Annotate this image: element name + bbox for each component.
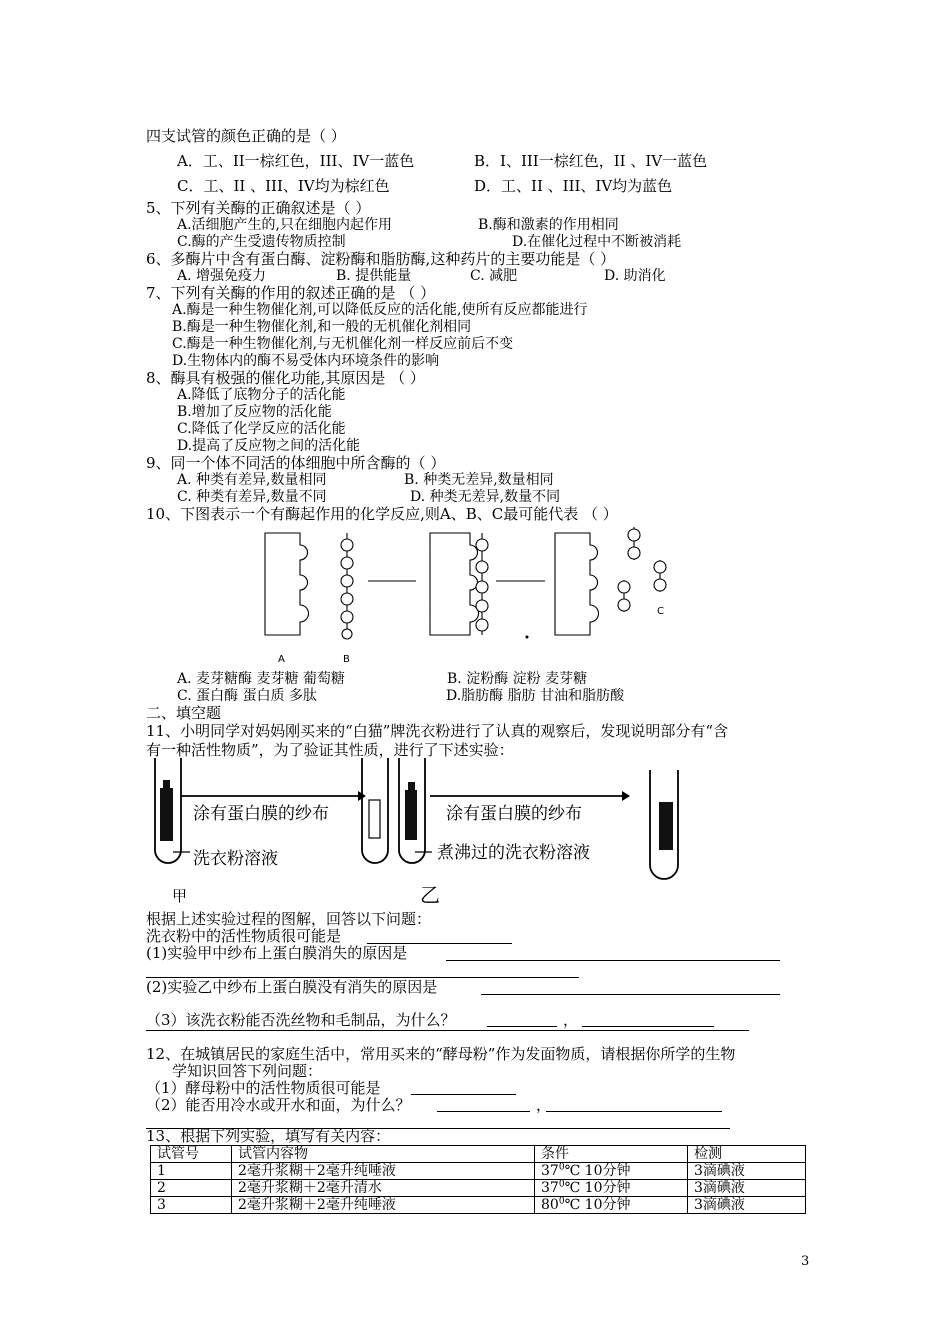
- test-tube-2: [362, 758, 388, 863]
- table-cell: 2毫升浆糊＋2毫升纯唾液: [232, 1197, 535, 1214]
- q6-stem: 6、多酶片中含有蛋白酶、淀粉酶和脂肪酶,这种药片的主要功能是（ ）: [146, 250, 616, 268]
- q-prev-option-b: B．I、III一棕红色，II 、IV一蓝色: [474, 152, 708, 170]
- q12-stem-line2: 学知识回答下列问题：: [172, 1062, 323, 1080]
- q7-option-a: A.酶是一种生物催化剂,可以降低反应的活化能,使所有反应都能进行: [172, 302, 588, 318]
- table-header-cell: 条件: [535, 1146, 688, 1163]
- q8-option-c: C.降低了化学反应的活化能: [177, 421, 346, 437]
- table-cell: $37^0℃$ 10分钟: [535, 1180, 688, 1197]
- q5-option-a: A.活细胞产生的,只在细胞内起作用: [177, 217, 393, 233]
- label-gauze-with-protein: 涂有蛋白膜的纱布: [193, 804, 329, 824]
- q-prev-option-d: D．工、II 、III、IV均为蓝色: [474, 177, 673, 195]
- q8-option-b: B.增加了反应物的活化能: [177, 404, 332, 420]
- answer-blank-q11-2[interactable]: [481, 994, 780, 995]
- q11-stem-line2: 有一种活性物质”，为了验证其性质，进行了下述实验：: [146, 741, 514, 759]
- q9-option-a: A. 种类有差异,数量相同: [177, 472, 327, 488]
- table-cell: 3: [151, 1197, 232, 1214]
- experiment-table: [150, 1145, 806, 1214]
- table-row: [151, 1197, 806, 1214]
- table-cell: 1: [151, 1163, 232, 1180]
- q12-sub2: （2）能否用冷水或开水和面，为什么？: [146, 1096, 411, 1114]
- gauze-result: [659, 802, 673, 850]
- enzyme-substrate-complex: [476, 533, 488, 635]
- answer-blank-q12-2b[interactable]: [546, 1111, 722, 1112]
- q6-option-a: A. 增强免疫力: [177, 268, 267, 284]
- q7-option-b: B.酶是一种生物催化剂,和一般的无机催化剂相同: [172, 319, 472, 335]
- q5-option-b: B.酶和激素的作用相同: [478, 217, 619, 233]
- q-prev-stem: 四支试管的颜色正确的是（ ）: [146, 127, 346, 145]
- answer-blank-q11-3c[interactable]: [146, 1030, 749, 1031]
- q9-stem: 9、同一个体不同活的体细胞中所含酶的（ ）: [146, 454, 446, 472]
- answer-blank-q11-3b[interactable]: [582, 1026, 714, 1027]
- table-cell: $80^0℃$ 10分钟: [535, 1197, 688, 1214]
- enzyme-shape-2: [430, 533, 479, 635]
- q11-sub0: 洗衣粉中的活性物质很可能是: [146, 927, 342, 945]
- diagram-label-b: B: [343, 654, 350, 665]
- enzyme-shape-1: [265, 533, 309, 635]
- table-header-cell: 试管内容物: [232, 1146, 535, 1163]
- q7-option-d: D.生物体内的酶不易受体内环境条件的影响: [172, 353, 440, 369]
- table-cell: 2毫升浆糊＋2毫升清水: [232, 1180, 535, 1197]
- answer-blank-q11-3a[interactable]: [487, 1026, 557, 1027]
- table-row: [151, 1180, 806, 1197]
- answer-blank-q12-2a[interactable]: [437, 1111, 530, 1112]
- q10-stem: 10、下图表示一个有酶起作用的化学反应,则A、B、C最可能代表 （ ）: [146, 505, 618, 523]
- q9-option-b: B. 种类无差异,数量相同: [404, 472, 554, 488]
- q8-stem: 8、酶具有极强的催化功能,其原因是 （ ）: [146, 369, 425, 387]
- q10-option-d: D.脂肪酶 脂肪 甘油和脂肪酸: [446, 688, 625, 704]
- gauze-yi: [405, 790, 417, 840]
- gauze-jia: [160, 788, 173, 841]
- q11-sub3: （3）该洗衣粉能否洗丝物和毛制品，为什么？: [146, 1011, 456, 1029]
- label-yi: 乙: [420, 883, 440, 907]
- q-prev-option-a: A．工、II一棕红色，III、IV一蓝色: [177, 152, 415, 170]
- section-heading-fill-in: 二、填空题: [146, 704, 222, 722]
- q8-option-d: D.提高了反应物之间的活化能: [177, 438, 361, 454]
- label-gauze-with-protein-2: 涂有蛋白膜的纱布: [446, 804, 582, 824]
- page-number: 3: [801, 1254, 810, 1269]
- diagram-label-c: C: [657, 606, 664, 617]
- q13-stem: 13、根据下列实验，填写有关内容：: [146, 1127, 391, 1145]
- label-jia: 甲: [172, 887, 188, 905]
- label-boiled-powder-solution: 煮沸过的洗衣粉溶液: [437, 843, 590, 863]
- q11-stem-line1: 11、小明同学对妈妈刚买来的“白猫”牌洗衣粉进行了认真的观察后，发现说明部分有“含: [146, 722, 729, 740]
- test-tube-jia: [155, 758, 181, 863]
- q8-option-a: A.降低了底物分子的活化能: [177, 387, 346, 403]
- substrate-chain-b: [341, 533, 353, 639]
- q10-option-b: B. 淀粉酶 淀粉 麦芽糖: [447, 671, 588, 687]
- q6-option-b: B. 提供能量: [336, 268, 412, 284]
- table-header-cell: 检测: [688, 1146, 806, 1163]
- q11-sub1: (1)实验甲中纱布上蛋白膜消失的原因是: [146, 944, 408, 962]
- q11-sub2: (2)实验乙中纱布上蛋白膜没有消失的原因是: [146, 978, 438, 996]
- q7-option-c: C.酶是一种生物催化剂,与无机催化剂一样反应前后不变: [172, 336, 514, 352]
- enzyme-shape-3: [555, 533, 599, 635]
- product-molecules-c: [618, 527, 666, 612]
- q10-option-a: A. 麦芽糖酶 麦芽糖 葡萄糖: [177, 671, 345, 687]
- table-header-cell: 试管号: [151, 1146, 232, 1163]
- answer-blank-q12-1[interactable]: [411, 1094, 516, 1095]
- answer-blank-q11-1a[interactable]: [446, 960, 780, 961]
- q-prev-option-c: C．工、II 、III、IV均为棕红色: [177, 177, 390, 195]
- test-tube-4: [650, 770, 678, 879]
- label-washing-powder-solution: 洗衣粉溶液: [193, 849, 278, 869]
- comma-q11-3: ，: [563, 1011, 579, 1029]
- table-cell: 2: [151, 1180, 232, 1197]
- table-cell: 3滴碘液: [688, 1180, 806, 1197]
- q9-option-d: D. 种类无差异,数量不同: [410, 489, 561, 505]
- table-cell: 3滴碘液: [688, 1197, 806, 1214]
- test-tube-yi: [399, 758, 425, 863]
- diagram-label-a: A: [278, 654, 285, 665]
- q12-stem-line1: 12、在城镇居民的家庭生活中，常用买来的“酵母粉”作为发面物质，请根据你所学的生物: [146, 1045, 736, 1063]
- q12-sub1: （1）酵母粉中的活性物质很可能是: [146, 1079, 381, 1097]
- q7-stem: 7、下列有关酶的作用的叙述正确的是 （ ）: [146, 284, 436, 302]
- q5-option-d: D.在催化过程中不断被消耗: [512, 234, 682, 250]
- q11-instruction: 根据上述实验过程的图解，回答以下问题：: [146, 910, 432, 928]
- gauze-clear: [369, 800, 380, 838]
- q5-stem: 5、下列有关酶的正确叙述是（ ）: [146, 199, 371, 217]
- q6-option-c: C. 减肥: [470, 268, 518, 284]
- q6-option-d: D. 助消化: [604, 268, 666, 284]
- q10-option-c: C. 蛋白酶 蛋白质 多肽: [177, 688, 318, 704]
- comma-q12-2: ，: [536, 1096, 552, 1114]
- table-cell: 2毫升浆糊＋2毫升纯唾液: [232, 1163, 535, 1180]
- table-row: [151, 1163, 806, 1180]
- q5-option-c: C.酶的产生受遗传物质控制: [177, 234, 346, 250]
- table-cell: $37^0℃$ 10分钟: [535, 1163, 688, 1180]
- q9-option-c: C. 种类有差异,数量不同: [177, 489, 327, 505]
- table-cell: 3滴碘液: [688, 1163, 806, 1180]
- table-header-row: [151, 1146, 806, 1163]
